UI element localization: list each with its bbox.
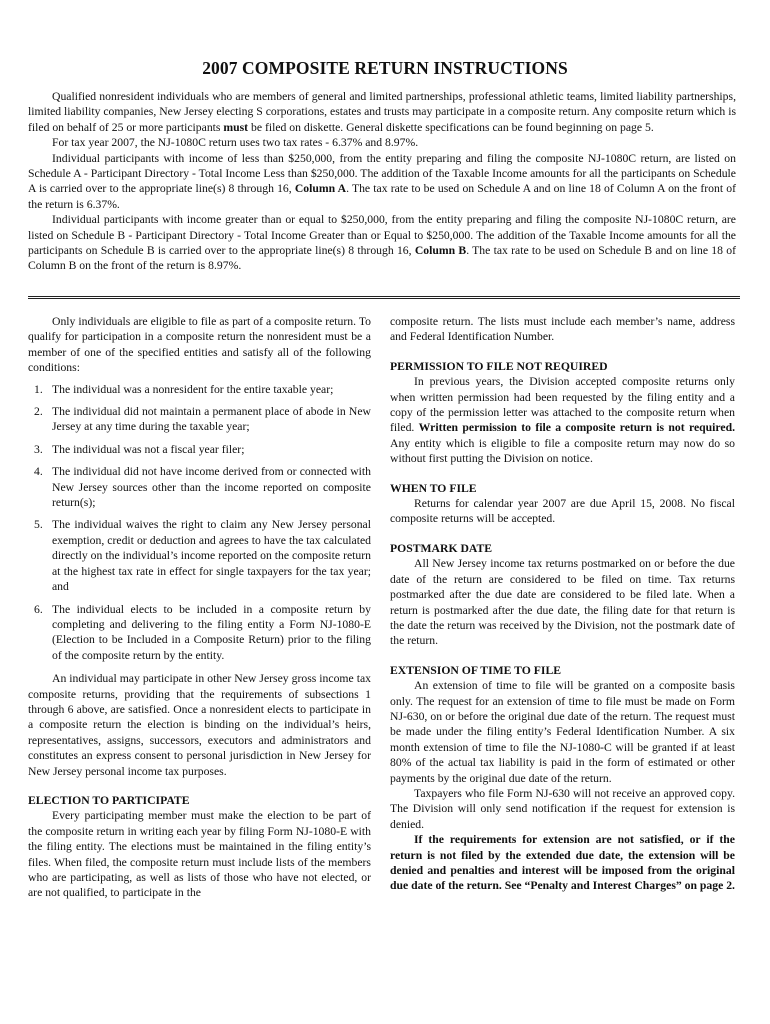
intro-text: Individual participants with income of less than $250,000, from the entity preparing and filing the composite NJ-1080C return, are listed on Schedule A - Participant Directory - Total Income Less than $250,000. The addition of the Taxable Income amounts for all the participants on Schedule A is carried over to the appropriate line(s) 8 through 16, [28,151,736,196]
continuation-paragraph: composite return. The lists must include each member’s name, address and Federal Identification Number. [390,315,735,344]
condition-item [28,517,371,594]
postmark-paragraph: All New Jersey income tax returns postmarked on or before the due date of the return are considered to be filed on time. Tax returns postmarked after the due date are considered to be filed late. When a return is postmarked after the due date, the filing date for that return is the date the return was received by the Division, not the postmark date of the return. [390,557,735,648]
condition-number: 2. [34,405,43,419]
intro-text: . The tax rate to be used on Schedule B and on line 18 of Column B on the front of the return is 8.97%. [28,244,736,273]
condition-number: 6. [34,602,43,616]
intro-bold: must [223,120,249,134]
intro-text: . The tax rate to be used on Schedule A and on line 18 of Column A on the front of the return is 6.37%. [28,182,736,211]
permission-paragraph [390,374,735,466]
intro-paragraph-1 [28,89,736,135]
permission-heading: PERMISSION TO FILE NOT REQUIRED [390,359,608,373]
extension-warning-bold: If the requirements for extension are not satisfied, or if the return is not filed by the extended due date, the extension will be denied and penalties and interest will be imposed from the original due date of the return. See “Penalty and Interest Charges” on page 2. [390,833,735,893]
extension-paragraph-1: An extension of time to file will be granted on a composite basis only. The request for an extension of time to file must be made on Form NJ-630, on or before the original due date of the return. The request must be made under the filing entity’s Federal Identification Number. A six month extension of time to file the NJ-1080-C will be granted if at least 80% of the actual tax liability is paid in the form of estimated or other payments by the original due date of the return. [390,679,735,785]
condition-text: The individual was a nonresident for the entire taxable year; [52,382,334,396]
condition-text: The individual was not a fiscal year filer; [52,442,245,456]
page-title: 2007 COMPOSITE RETURN INSTRUCTIONS [202,58,568,78]
condition-number: 3. [34,442,43,456]
condition-item [28,442,371,457]
when-to-file-paragraph: Returns for calendar year 2007 are due April 15, 2008. No fiscal composite returns will be accepted. [390,497,735,526]
permission-text: In previous years, the Division accepted composite returns only when written permission had been requested by the filing entity and a copy of the permission letter was attached to the composite return when filed. [390,375,735,435]
intro-section [28,89,736,274]
condition-item [28,404,371,435]
multiple-returns-paragraph: An individual may participate in other New Jersey gross income tax composite returns, providing that the requirements of subsections 1 through 6 above, are satisfied. Once a nonresident elects to participate in a composite return the election is binding on the individual’s heirs, representatives, assigns, successors, executors and administrators and constitutes an express consent to personal jurisdiction in New Jersey for New Jersey personal income tax purposes. [28,672,371,778]
condition-number: 1. [34,382,43,396]
intro-text: Individual participants with income greater than or equal to $250,000, from the entity preparing and filing the composite NJ-1080C return, are listed on Schedule B - Participant Directory - Total Income Greater than or Equal to $250,000. The addition of the Taxable Income amounts for all the participants on Schedule B is carried over to the appropriate line(s) 8 through 16, [28,213,736,258]
permission-text: Any entity which is eligible to file a composite return may now do so without first putting the Division on notice. [390,436,735,466]
extension-warning [390,832,735,894]
intro-bold: Column B [414,244,467,258]
right-column [390,314,735,894]
condition-item [28,602,371,664]
when-to-file-heading: WHEN TO FILE [390,481,477,495]
intro-paragraph-4 [28,212,736,274]
extension-paragraph-2: Taxpayers who file Form NJ-630 will not receive an approved copy. The Division will only send notification if the request for extension is denied. [390,786,735,831]
condition-text: The individual waives the right to claim any New Jersey personal exemption, credit or deduction and agrees to have the tax calculated directly on the individual’s income reported on the composite return at the highest tax rate in effect for single taxpayers for the tax year; and [52,518,371,594]
permission-bold: Written permission to file a composite return is not required. [418,421,735,435]
condition-text: The individual did not have income derived from or connected with New Jersey sources other than the income reported on composite return(s); [52,465,371,510]
section-divider [28,296,740,299]
condition-number: 4. [34,465,43,479]
intro-paragraph-2: For tax year 2007, the NJ-1080C return uses two tax rates - 6.37% and 8.97%. [52,136,419,150]
condition-text: The individual did not maintain a permanent place of abode in New Jersey at any time during the taxable year; [52,405,371,434]
election-heading: ELECTION TO PARTICIPATE [28,793,190,807]
postmark-heading: POSTMARK DATE [390,541,493,555]
extension-heading: EXTENSION OF TIME TO FILE [390,663,562,677]
intro-paragraph-3 [28,151,736,213]
intro-bold: Column A [294,182,347,196]
condition-text: The individual elects to be included in a composite return by completing and delivering to the filing entity a Form NJ-1080-E (Election to be Included in a Composite Return) prior to the filing of the composite return by the entity. [52,602,371,662]
intro-text: Qualified nonresident individuals who are members of general and limited partnerships, professional athletic teams, limited liability partnerships, limited liability companies, New Jersey electing S corporations, estates and trusts may participate in a composite return. Any composite return which is filed on behalf of 25 or more participants [28,90,736,134]
intro-text: be filed on diskette. General diskette specifications can be found beginning on page 5. [248,120,654,134]
left-column [28,314,371,901]
eligibility-paragraph: Only individuals are eligible to file as part of a composite return. To qualify for participation in a composite return the nonresident must be a member of one of the specified entities and satisfy all of the following conditions: [28,315,371,375]
election-paragraph: Every participating member must make the election to be part of the composite return in writing each year by filing Form NJ-1080-E with the filing entity. The elections must be maintained in the filing entity’s files. When filed, the composite return must include lists of the members who are participating, as well as lists of those who have not elected, or are not qualified, to participate in the [28,809,371,900]
condition-number: 5. [34,518,43,532]
condition-item [28,382,371,397]
condition-item [28,464,371,510]
conditions-list [28,382,371,664]
